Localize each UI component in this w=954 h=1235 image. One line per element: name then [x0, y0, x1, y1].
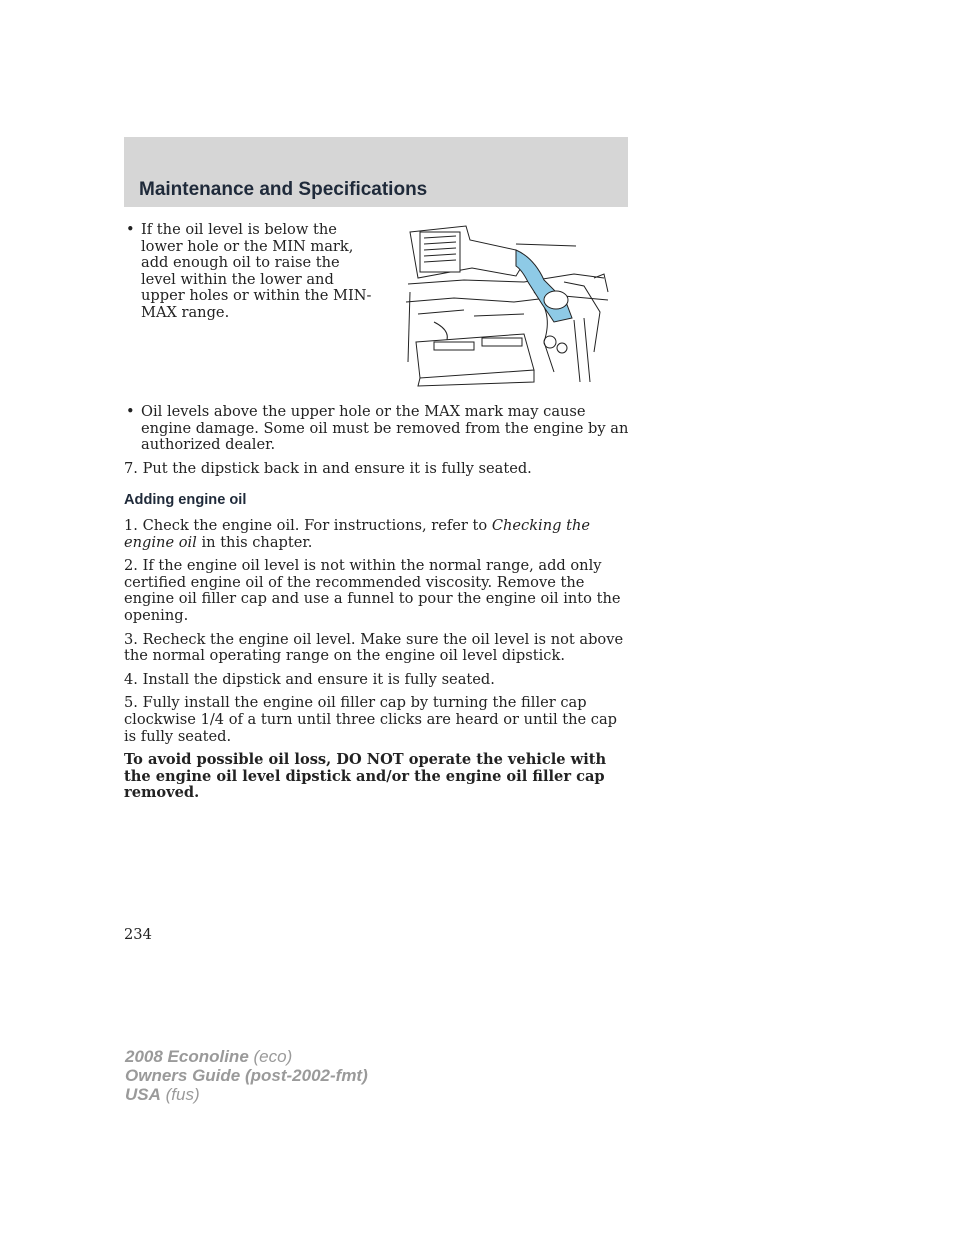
footer-market: USA — [125, 1085, 161, 1104]
engine-oil-fill-illustration — [404, 222, 610, 388]
footer — [125, 1047, 368, 1104]
step-7: 7. Put the dipstick back in and ensure it is fully seated. — [124, 459, 532, 477]
footer-model: 2008 Econoline — [125, 1047, 249, 1066]
step-1 — [124, 518, 629, 551]
step-2: 2. If the engine oil level is not within the normal range, add only certified engine oil of the recommended viscosity. Remove the engine oil filler cap and use a funnel to pour the engine oil into the opening. — [124, 557, 621, 624]
header-band — [124, 137, 628, 207]
step-5: 5. Fully install the engine oil filler cap by turning the filler cap clockwise 1/4 of a turn until three clicks are heard or until the cap is fully seated. — [124, 694, 618, 745]
bullet-text: If the oil level is below the lower hole or the MIN mark, add enough oil to raise the level within the lower and upper holes or within the MIN-MAX range. — [141, 221, 372, 321]
bullet-icon: • — [126, 221, 135, 238]
footer-model-code: (eco) — [248, 1047, 293, 1066]
top-bullet-list — [124, 222, 374, 322]
footer-market-code: (fus) — [160, 1085, 200, 1104]
step-3: 3. Recheck the engine oil level. Make sure the oil level is not above the normal operating range on the engine oil level dipstick. — [124, 630, 624, 665]
footer-line-1 — [125, 1047, 368, 1066]
list-item — [124, 222, 374, 322]
page-title: Maintenance and Specifications — [139, 179, 428, 200]
page-number: 234 — [124, 926, 152, 943]
section-heading: Adding engine oil — [124, 492, 247, 509]
footer-line-2: Owners Guide (post-2002-fmt) — [125, 1066, 368, 1085]
step-1-text: 1. Check the engine oil. For instructions, refer to — [124, 516, 492, 534]
footer-line-3 — [125, 1085, 368, 1104]
step-4: 4. Install the dipstick and ensure it is fully seated. — [124, 670, 495, 688]
step-1-text-end: in this chapter. — [196, 533, 313, 551]
cross-reference: Checking the engine oil — [124, 516, 590, 551]
list-item — [124, 404, 629, 454]
main-text — [124, 404, 629, 809]
warning-text: To avoid possible oil loss, DO NOT operate the vehicle with the engine oil level dipstick and/or the engine oil filler cap removed. — [124, 751, 607, 802]
bullet-text: Oil levels above the upper hole or the MAX mark may cause engine damage. Some oil must be removed from the engine by an authorized dealer. — [141, 403, 629, 454]
bullet-icon: • — [126, 403, 135, 420]
